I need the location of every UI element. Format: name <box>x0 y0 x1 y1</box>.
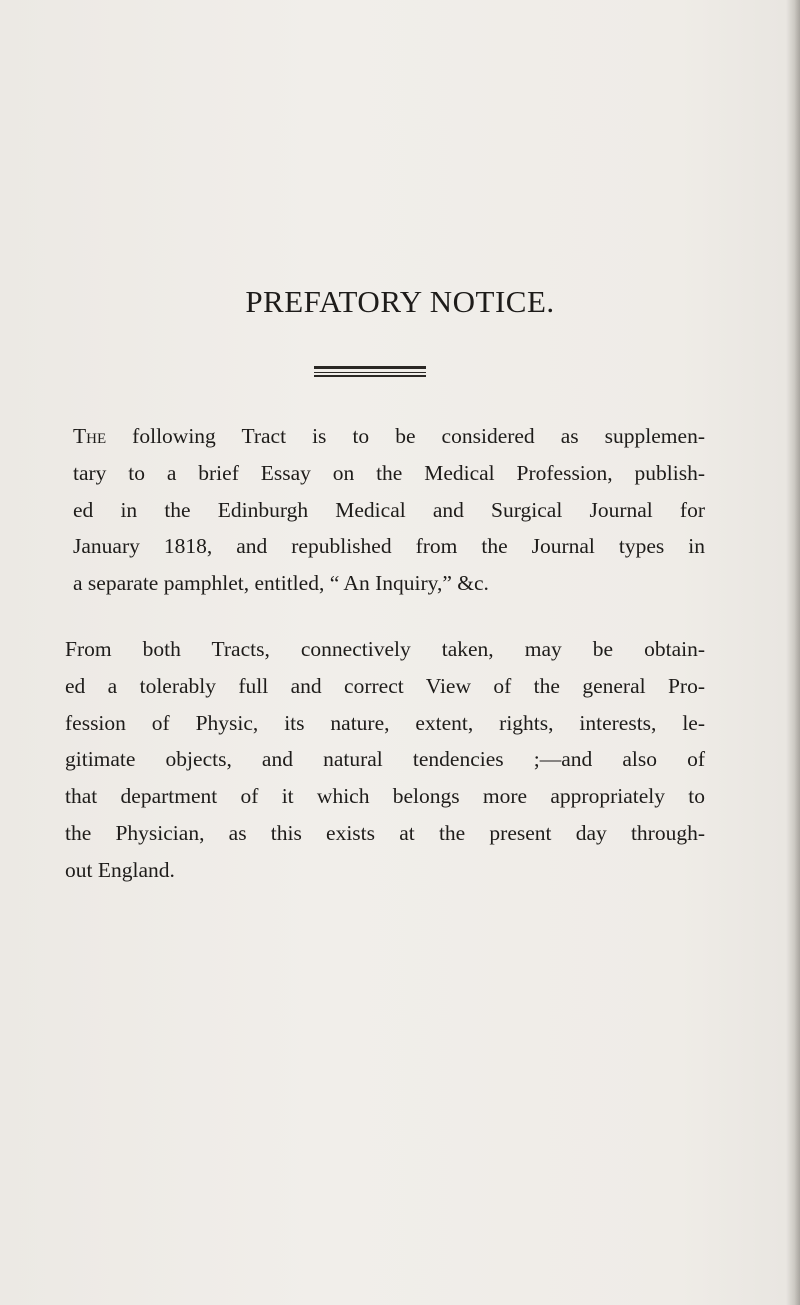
paragraph-1-line-1 <box>65 418 705 455</box>
paragraph-1-line-1-text: following Tract is to be considered as supplemen- <box>106 424 705 448</box>
paragraph-2-line-5: that department of it which belongs more appropriately to <box>65 784 705 809</box>
page-title: PREFATORY NOTICE. <box>245 284 555 319</box>
paragraph-1-line-5: a separate pamphlet, entitled, “ An Inquiry,” &c. <box>73 571 489 596</box>
paragraph-2-line-7: out England. <box>65 857 175 882</box>
paragraph-2 <box>65 631 705 889</box>
rule-line-thin <box>314 372 426 373</box>
paragraph-2-line-3: fession of Physic, its nature, extent, rights, interests, le- <box>65 710 705 735</box>
paragraph-1-lead: The <box>73 424 107 448</box>
paragraph-1-line-4: January 1818, and republished from the Journal types in <box>73 534 705 559</box>
paragraph-1 <box>65 418 705 602</box>
rule-line-thick <box>314 366 426 369</box>
paragraph-1-line-3: ed in the Edinburgh Medical and Surgical Journal for <box>73 497 705 522</box>
paragraph-2-line-4: gitimate objects, and natural tendencies ;—and also of <box>65 747 705 772</box>
rule-line-medium <box>314 375 426 377</box>
ornamental-rule <box>314 366 426 380</box>
paragraph-2-line-2: ed a tolerably full and correct View of the general Pro- <box>65 673 705 698</box>
paragraph-2-line-6: the Physician, as this exists at the present day through- <box>65 820 705 845</box>
paragraph-2-line-1: From both Tracts, connectively taken, may be obtain- <box>65 637 705 661</box>
page-edge-shadow <box>786 0 800 1305</box>
paragraph-1-line-2: tary to a brief Essay on the Medical Profession, publish- <box>73 460 705 485</box>
